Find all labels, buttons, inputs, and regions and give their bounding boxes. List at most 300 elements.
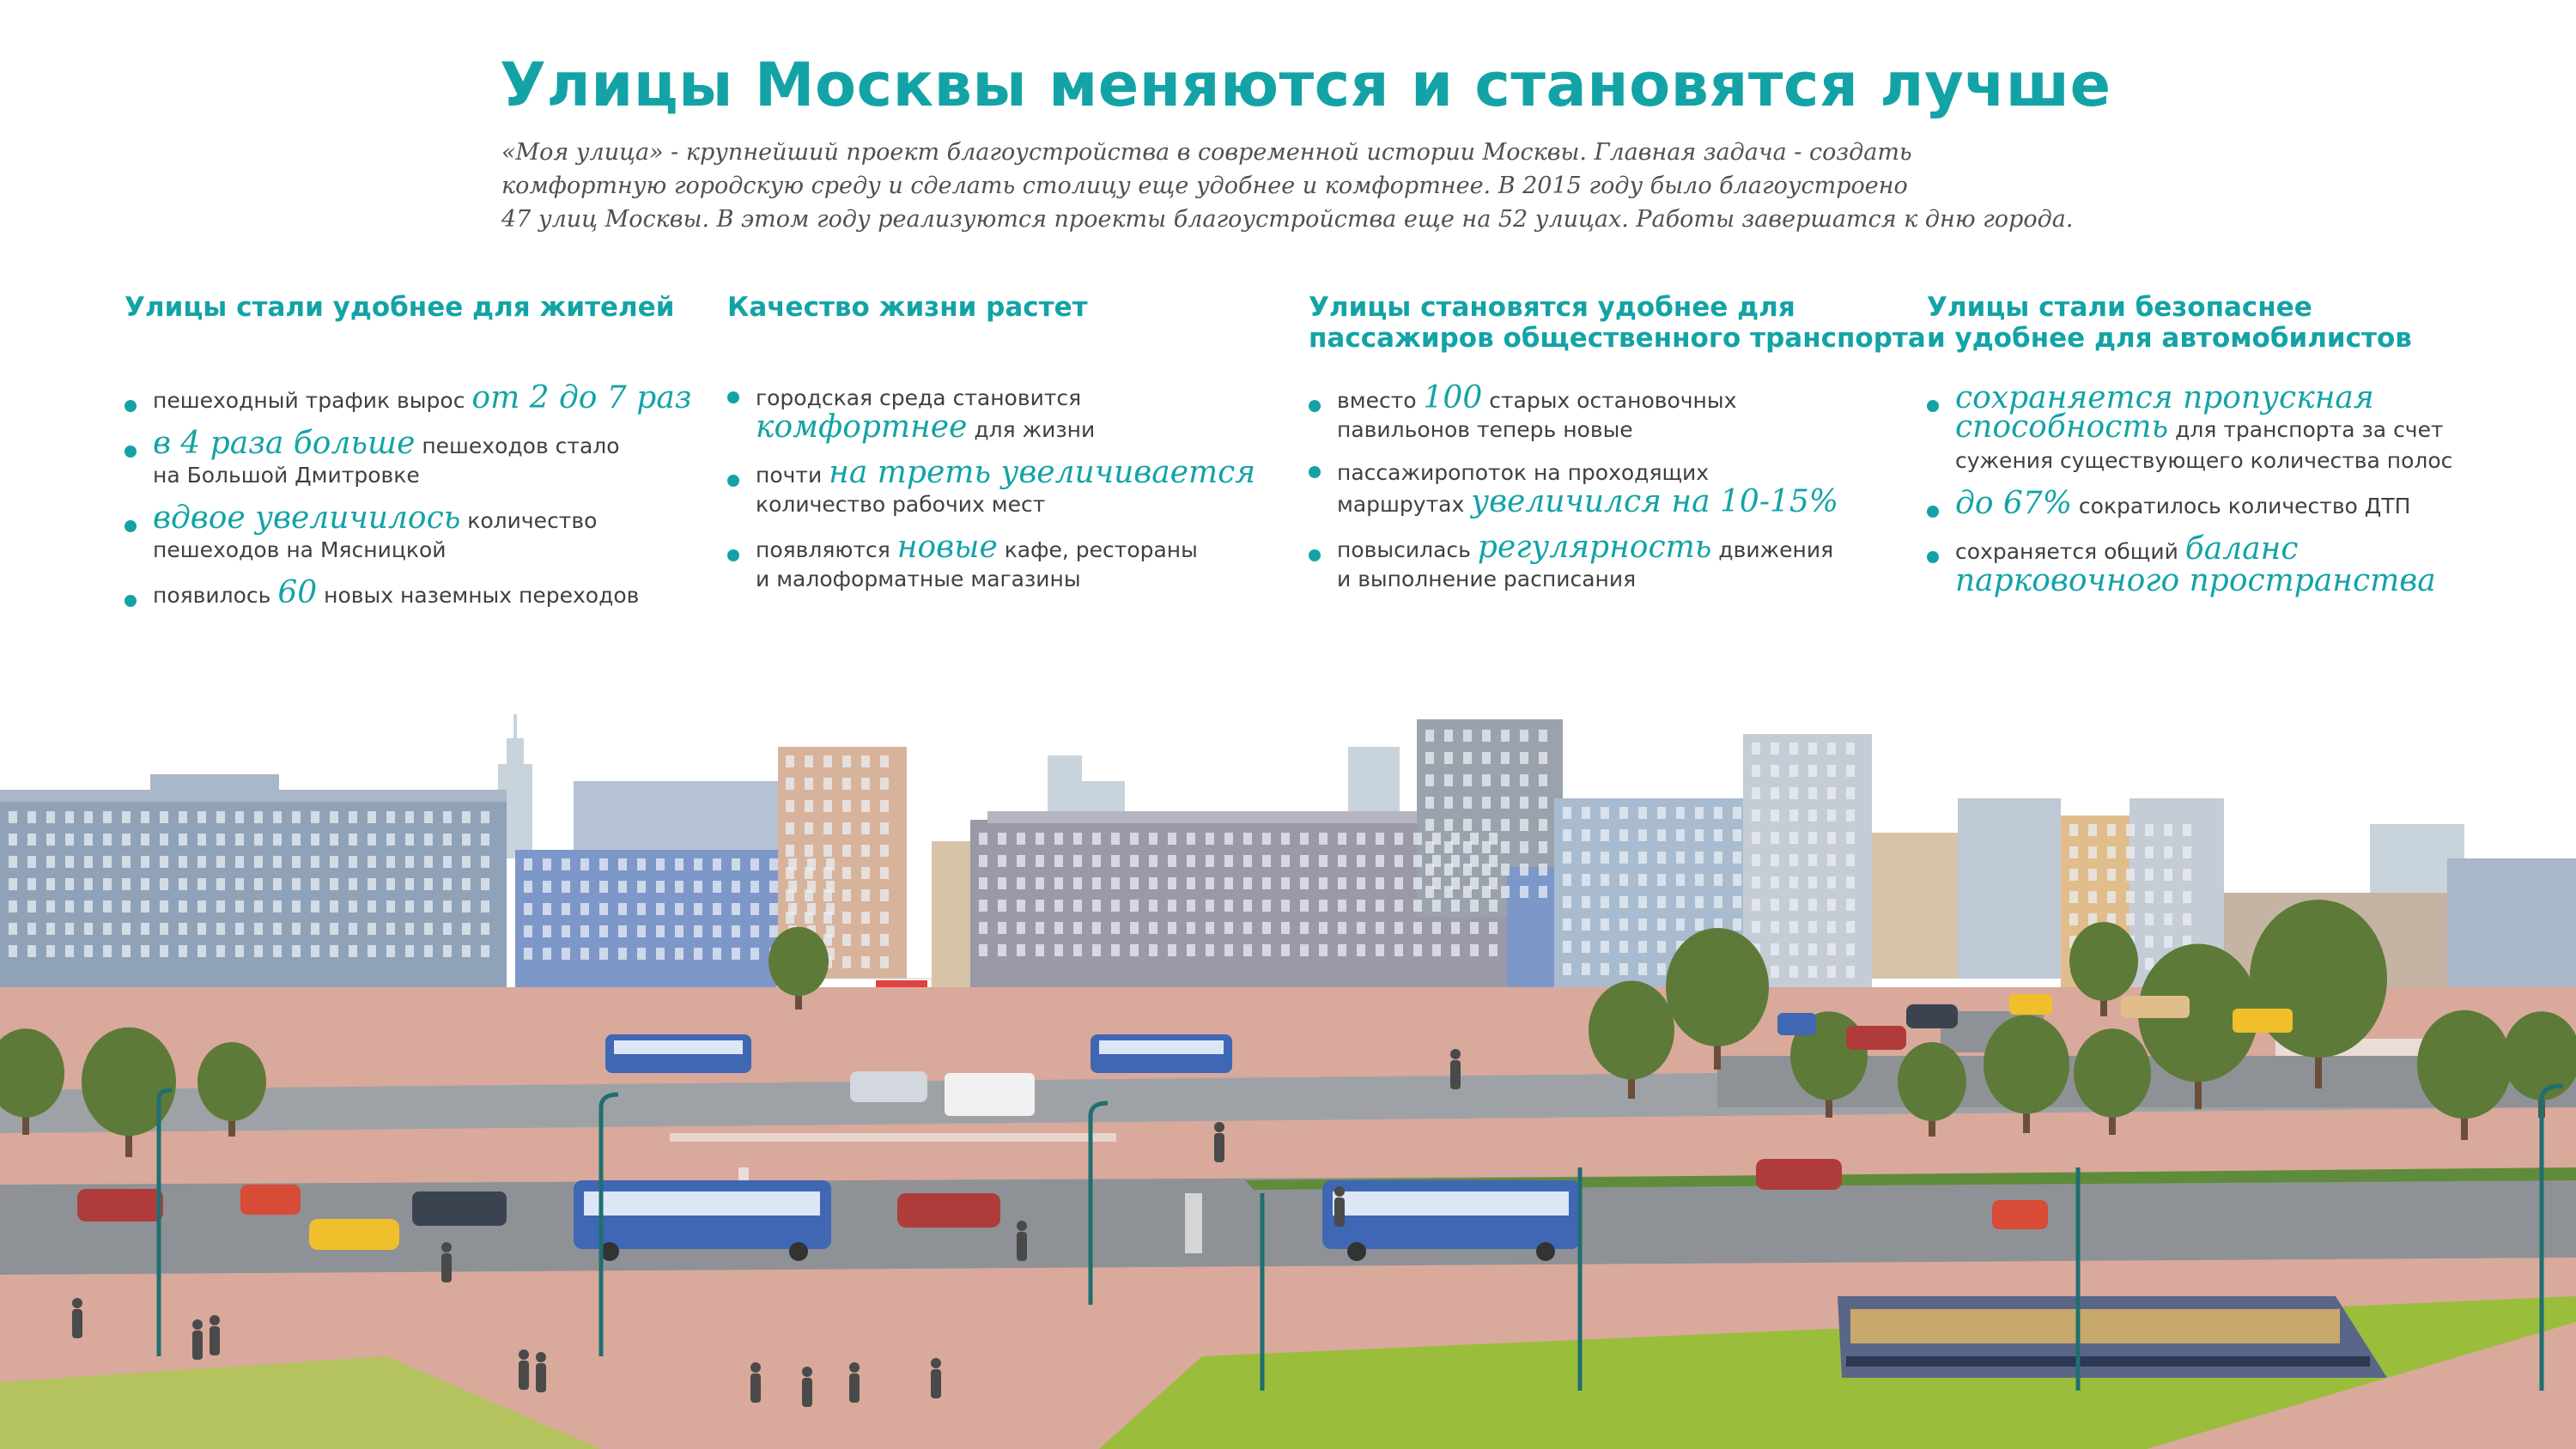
window [1224, 877, 1233, 889]
window [84, 811, 93, 823]
window [580, 925, 589, 937]
window [2088, 846, 2097, 858]
list-item: почти на треть увеличивается количество рабочих мест [727, 458, 1255, 520]
window [675, 948, 683, 960]
window [1425, 886, 1434, 898]
window [1319, 944, 1327, 956]
window [524, 858, 532, 870]
window [2183, 846, 2191, 858]
window [27, 856, 36, 868]
page-title: Улицы Москвы меняются и становятся лучше [500, 50, 2111, 120]
window [769, 903, 778, 915]
window [580, 903, 589, 915]
window [1376, 855, 1384, 867]
window [1413, 944, 1422, 956]
window [254, 923, 263, 935]
window [1017, 944, 1025, 956]
window [179, 811, 187, 823]
window [1846, 876, 1855, 888]
window [1149, 833, 1157, 845]
window [1187, 944, 1195, 956]
window [1432, 900, 1441, 912]
window [2107, 846, 2116, 858]
window [349, 811, 357, 823]
window [1482, 752, 1491, 764]
window [2107, 891, 2116, 903]
window [713, 925, 721, 937]
window [141, 923, 149, 935]
window [1808, 809, 1817, 822]
window [65, 856, 74, 868]
window [713, 858, 721, 870]
window [235, 945, 244, 957]
window [618, 948, 627, 960]
window [1054, 855, 1063, 867]
window [2164, 913, 2172, 925]
window [1846, 743, 1855, 755]
window [1319, 877, 1327, 889]
window [1601, 852, 1609, 864]
window [1808, 966, 1817, 978]
window [805, 800, 813, 812]
window [1224, 855, 1233, 867]
window [786, 889, 794, 901]
window [368, 945, 376, 957]
window [580, 881, 589, 893]
window [2183, 891, 2191, 903]
window [1281, 922, 1290, 934]
window [462, 834, 471, 846]
window [1300, 900, 1309, 912]
window [842, 934, 851, 946]
window [1376, 944, 1384, 956]
window [122, 811, 131, 823]
window [2088, 891, 2097, 903]
window [2107, 869, 2116, 881]
window [1520, 730, 1528, 742]
window [1413, 922, 1422, 934]
building [1958, 798, 2061, 979]
pedestrian-body [1214, 1133, 1224, 1162]
window [769, 925, 778, 937]
window [1463, 886, 1472, 898]
window [9, 834, 17, 846]
window [1168, 855, 1176, 867]
window [1789, 787, 1798, 799]
window [2145, 869, 2154, 881]
window [84, 945, 93, 957]
window [1752, 854, 1760, 866]
window [1357, 922, 1365, 934]
window [2164, 846, 2172, 858]
window [1482, 774, 1491, 786]
window [1338, 833, 1346, 845]
tree-crown [2250, 900, 2387, 1058]
window [273, 923, 282, 935]
window [46, 878, 55, 890]
window [368, 811, 376, 823]
window [524, 948, 532, 960]
window [861, 845, 870, 857]
window [1444, 864, 1453, 876]
window [1695, 807, 1704, 819]
tree-crown [2074, 1028, 2151, 1118]
window [1092, 877, 1101, 889]
window [1168, 900, 1176, 912]
window [998, 944, 1006, 956]
window [1017, 833, 1025, 845]
window [1539, 752, 1547, 764]
tree-crown [2417, 1010, 2512, 1119]
window [84, 900, 93, 912]
window [1539, 774, 1547, 786]
window [1601, 896, 1609, 908]
window [1149, 944, 1157, 956]
window [27, 878, 36, 890]
trolleybus [605, 1034, 751, 1073]
intro-line: «Моя улица» - крупнейший проект благоустройства в современной истории Москвы. Главная задача - создать [501, 139, 1912, 166]
building [0, 798, 507, 987]
pedestrian-head [536, 1352, 546, 1362]
window [1638, 852, 1647, 864]
window [805, 755, 813, 767]
window [2145, 846, 2154, 858]
window [979, 900, 987, 912]
window [1376, 922, 1384, 934]
window [1771, 921, 1779, 933]
window [122, 900, 131, 912]
window [386, 834, 395, 846]
pedestrian-body [536, 1363, 546, 1392]
window [805, 867, 813, 879]
window [179, 834, 187, 846]
window [656, 925, 665, 937]
bullet-icon [1309, 400, 1321, 412]
window [46, 945, 55, 957]
window [1846, 765, 1855, 777]
window [1262, 855, 1271, 867]
window [1657, 852, 1666, 864]
window [842, 956, 851, 968]
window [1281, 833, 1290, 845]
window [1444, 819, 1453, 831]
window [1224, 833, 1233, 845]
window [1676, 852, 1685, 864]
window [216, 878, 225, 890]
window [292, 900, 301, 912]
pedestrian-head [1214, 1122, 1224, 1132]
window [1017, 922, 1025, 934]
window [1482, 841, 1491, 853]
window [216, 856, 225, 868]
window [27, 923, 36, 935]
window [1771, 787, 1779, 799]
window [713, 903, 721, 915]
window [1168, 944, 1176, 956]
window [122, 878, 131, 890]
window [1394, 922, 1403, 934]
window [1827, 832, 1836, 844]
pedestrian-head [72, 1298, 82, 1308]
window [1619, 807, 1628, 819]
window [1789, 832, 1798, 844]
window [1092, 833, 1101, 845]
pedestrian-body [192, 1331, 203, 1360]
window [46, 856, 55, 868]
window [1017, 900, 1025, 912]
window [1413, 900, 1422, 912]
window [675, 925, 683, 937]
list-item: вместо 100 старых остановочных павильонов теперь новые [1309, 383, 1838, 446]
window [823, 845, 832, 857]
window [160, 834, 168, 846]
window [1619, 829, 1628, 841]
window [141, 834, 149, 846]
window [842, 822, 851, 834]
window [861, 912, 870, 924]
window [292, 878, 301, 890]
window [656, 903, 665, 915]
window [1281, 944, 1290, 956]
window [786, 800, 794, 812]
window [46, 900, 55, 912]
window [1470, 944, 1479, 956]
window [1425, 797, 1434, 809]
window [1489, 922, 1498, 934]
pedestrian-body [1017, 1232, 1027, 1261]
window [1582, 919, 1590, 931]
window [861, 867, 870, 879]
window [2126, 824, 2135, 836]
window [1463, 841, 1472, 853]
window [9, 811, 17, 823]
window [599, 925, 608, 937]
window [637, 903, 646, 915]
list-item: в 4 раза больше пешеходов стало на Большой Дмитровке [125, 428, 691, 491]
window [1463, 730, 1472, 742]
window [998, 900, 1006, 912]
building [2447, 858, 2576, 996]
window [2088, 869, 2097, 881]
window [1752, 921, 1760, 933]
window [1262, 900, 1271, 912]
window [656, 858, 665, 870]
window [1036, 900, 1044, 912]
window [292, 923, 301, 935]
window [1808, 787, 1817, 799]
window [2088, 824, 2097, 836]
window [580, 858, 589, 870]
window [1808, 743, 1817, 755]
tree-crown [1984, 1016, 2069, 1114]
window [1073, 922, 1082, 934]
window [481, 945, 489, 957]
window [1243, 877, 1252, 889]
window [273, 878, 282, 890]
window [1482, 819, 1491, 831]
window [805, 889, 813, 901]
window [732, 903, 740, 915]
window [580, 948, 589, 960]
window [103, 878, 112, 890]
window [1752, 787, 1760, 799]
window [424, 856, 433, 868]
window [1619, 963, 1628, 975]
window [618, 925, 627, 937]
window [861, 822, 870, 834]
window [1187, 877, 1195, 889]
window [1771, 899, 1779, 911]
window [235, 834, 244, 846]
window [1601, 807, 1609, 819]
window [443, 923, 452, 935]
pedestrian-body [802, 1378, 812, 1407]
window [732, 881, 740, 893]
window [1444, 797, 1453, 809]
window [2183, 824, 2191, 836]
window [405, 834, 414, 846]
window [842, 889, 851, 901]
window [2164, 824, 2172, 836]
window [1827, 899, 1836, 911]
window [122, 856, 131, 868]
window [311, 900, 319, 912]
window [1846, 809, 1855, 822]
window [1539, 864, 1547, 876]
window [1281, 900, 1290, 912]
window [1338, 922, 1346, 934]
window [368, 856, 376, 868]
window [462, 856, 471, 868]
window [179, 945, 187, 957]
window [197, 811, 206, 823]
window [197, 878, 206, 890]
window [1733, 874, 1741, 886]
window [1357, 944, 1365, 956]
window [1676, 896, 1685, 908]
window [1470, 900, 1479, 912]
window [1206, 877, 1214, 889]
window [349, 834, 357, 846]
window [462, 878, 471, 890]
window [443, 878, 452, 890]
window [1338, 855, 1346, 867]
window [1582, 896, 1590, 908]
window [1789, 854, 1798, 866]
window [805, 912, 813, 924]
window [1451, 900, 1460, 912]
window [1789, 966, 1798, 978]
window [1520, 752, 1528, 764]
window [786, 845, 794, 857]
window [1638, 963, 1647, 975]
column-quality-of-life [727, 292, 1256, 591]
window [1130, 944, 1139, 956]
window [1111, 900, 1120, 912]
window [694, 948, 702, 960]
window [368, 900, 376, 912]
column-heading: Улицы стали удобнее для жителей [125, 292, 675, 323]
window [675, 858, 683, 870]
window [1539, 841, 1547, 853]
window [1827, 943, 1836, 955]
window [103, 923, 112, 935]
window [1657, 919, 1666, 931]
window [386, 945, 395, 957]
window [786, 867, 794, 879]
window [179, 878, 187, 890]
window [273, 811, 282, 823]
window [1111, 922, 1120, 934]
tram [1838, 1296, 2387, 1378]
window [1563, 807, 1571, 819]
window [481, 811, 489, 823]
window [462, 945, 471, 957]
list-item: пассажиропоток на проходящих маршрутах увеличился на 10-15% [1309, 458, 1838, 520]
window [1601, 874, 1609, 886]
window [861, 889, 870, 901]
window [861, 755, 870, 767]
window [1846, 787, 1855, 799]
window [1206, 833, 1214, 845]
window [1714, 896, 1722, 908]
window [998, 922, 1006, 934]
window [1482, 864, 1491, 876]
window [1036, 833, 1044, 845]
list-item: вдвое увеличилось количество пешеходов на Мясницкой [125, 503, 691, 566]
window [2069, 891, 2078, 903]
window [543, 858, 551, 870]
window [750, 948, 759, 960]
tree-crown [769, 927, 829, 997]
window [197, 923, 206, 935]
window [1425, 730, 1434, 742]
bullet-icon [125, 400, 137, 412]
window [1771, 765, 1779, 777]
window [1413, 855, 1422, 867]
window [2069, 824, 2078, 836]
window [141, 856, 149, 868]
window [861, 800, 870, 812]
window [524, 925, 532, 937]
window [1601, 941, 1609, 953]
window [2183, 869, 2191, 881]
window [386, 811, 395, 823]
window [769, 858, 778, 870]
window [1846, 943, 1855, 955]
column-items [125, 380, 692, 623]
window [1444, 752, 1453, 764]
window [349, 856, 357, 868]
window [786, 755, 794, 767]
pedestrian-body [210, 1326, 220, 1355]
window [1563, 919, 1571, 931]
window [1092, 922, 1101, 934]
window [805, 778, 813, 790]
window [1357, 900, 1365, 912]
window [1036, 877, 1044, 889]
window [46, 834, 55, 846]
window [979, 944, 987, 956]
window [1130, 922, 1139, 934]
window [1827, 966, 1836, 978]
window [84, 878, 93, 890]
window [750, 881, 759, 893]
window [1073, 877, 1082, 889]
pedestrian-head [931, 1358, 941, 1368]
window [160, 856, 168, 868]
pedestrian-head [192, 1319, 203, 1330]
